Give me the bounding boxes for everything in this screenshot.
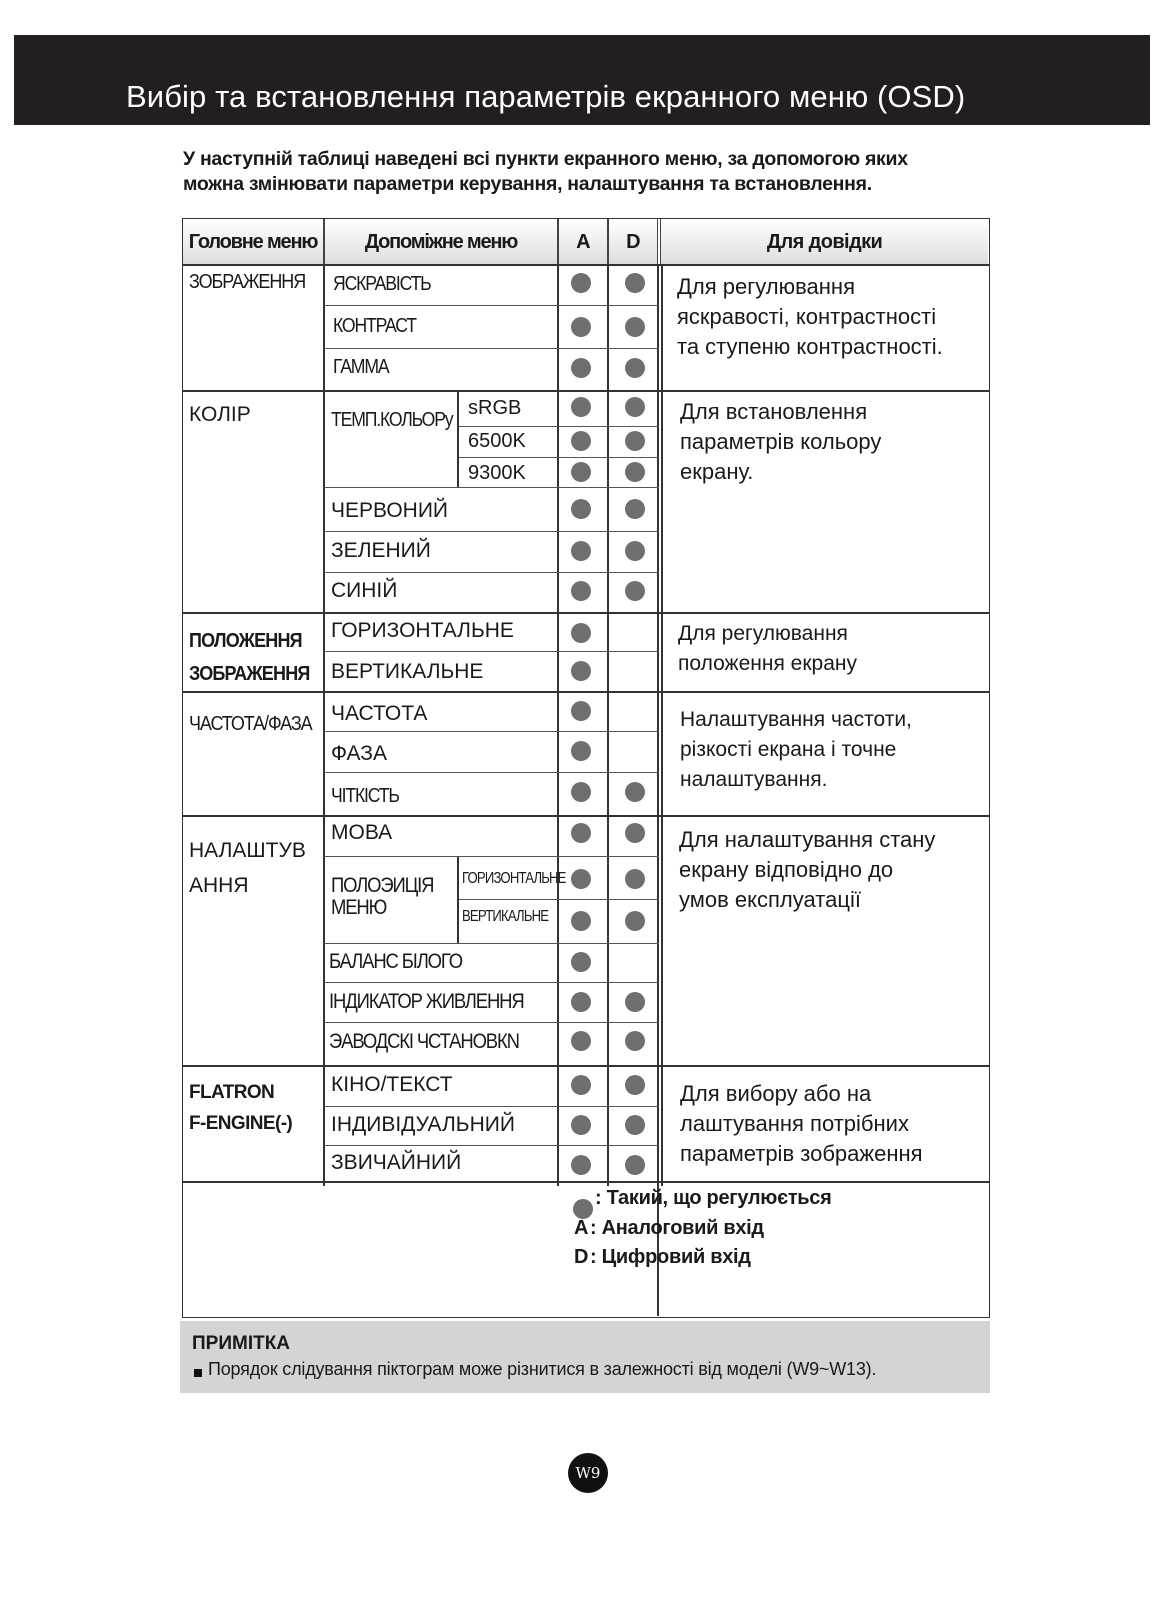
row-rule — [458, 426, 659, 427]
page-number: W9 — [575, 1464, 601, 1482]
legend-dot-text: : Такий, що регулюється — [595, 1187, 832, 1209]
column-rule — [657, 266, 659, 1316]
reference-line: умов експлуатації — [679, 887, 861, 912]
column-rule — [557, 266, 559, 1186]
reference-line: екрану відповідно до — [679, 857, 894, 882]
reference-line: Для регулювання — [678, 622, 848, 645]
header-reference: Для довідки — [661, 219, 988, 266]
sub-menu-group-line: ПОЛОЭИЦІЯ — [331, 874, 434, 897]
legend-d-text: : Цифровий вхід — [590, 1246, 751, 1268]
osd-menu-table — [182, 218, 990, 1318]
reference-line: яскравості, контрастності — [677, 304, 937, 329]
reference-line: Для вибору або на — [680, 1081, 872, 1106]
adjustable-dot-icon — [571, 462, 591, 482]
adjustable-dot-icon — [625, 397, 645, 417]
adjustable-dot-icon — [571, 358, 591, 378]
row-rule — [324, 1022, 659, 1023]
adjustable-dot-icon — [625, 541, 645, 561]
main-menu-line: F-ENGINE(-) — [189, 1113, 293, 1134]
row-rule — [458, 899, 659, 900]
adjustable-dot-icon — [571, 317, 591, 337]
legend-dot-icon — [573, 1199, 593, 1219]
sub-menu-item: МОВА — [331, 821, 393, 844]
adjustable-dot-icon — [625, 1075, 645, 1095]
section-rule — [183, 390, 989, 392]
adjustable-dot-icon — [625, 911, 645, 931]
adjustable-dot-icon — [571, 397, 591, 417]
section-rule — [183, 691, 989, 693]
adjustable-dot-icon — [571, 952, 591, 972]
sub-menu-item: ГОРИЗОНТАЛЬНЕ — [331, 619, 514, 642]
reference-text — [680, 397, 881, 487]
main-menu-line: ПОЛОЖЕННЯ — [189, 630, 302, 652]
intro-line-2: можна змінювати параметри керування, налаштування та встановлення. — [183, 173, 872, 195]
row-rule — [324, 487, 659, 488]
column-rule — [607, 266, 609, 1186]
sub-menu-item: ВЕРТИКАЛЬНЕ — [462, 908, 549, 925]
section-rule — [183, 1065, 989, 1067]
sub-menu-item: ЧЕРВОНИЙ — [331, 499, 449, 522]
reference-text — [677, 272, 943, 362]
adjustable-dot-icon — [571, 869, 591, 889]
adjustable-dot-icon — [571, 701, 591, 721]
main-menu-line: АННЯ — [189, 874, 249, 897]
adjustable-dot-icon — [625, 992, 645, 1012]
sub-menu-item: ЗВИЧАЙНИЙ — [331, 1151, 462, 1174]
adjustable-dot-icon — [625, 273, 645, 293]
adjustable-dot-icon — [625, 317, 645, 337]
sub-menu-item: ВЕРТИКАЛЬНЕ — [331, 660, 484, 683]
sub-menu-group-label — [331, 875, 433, 919]
adjustable-dot-icon — [571, 499, 591, 519]
adjustable-dot-icon — [625, 1031, 645, 1051]
row-rule — [458, 457, 659, 458]
legend-d-key: D — [574, 1246, 589, 1268]
intro-paragraph — [183, 147, 1003, 197]
adjustable-dot-icon — [571, 661, 591, 681]
adjustable-dot-icon — [625, 462, 645, 482]
reference-line: Для встановлення — [680, 399, 868, 424]
header-analog: A — [559, 219, 607, 266]
page-number-badge — [568, 1453, 608, 1493]
adjustable-dot-icon — [571, 273, 591, 293]
adjustable-dot-icon — [625, 869, 645, 889]
adjustable-dot-icon — [571, 992, 591, 1012]
reference-text — [680, 1079, 923, 1169]
reference-line: Налаштування частоти, — [680, 708, 912, 731]
column-rule — [661, 266, 663, 1186]
header-bottom-rule — [183, 264, 989, 266]
main-menu-line: FLATRON — [189, 1082, 275, 1103]
sub-menu-item: ЭАВОДСКІ ЧСТАНОВКN — [329, 1030, 519, 1053]
adjustable-dot-icon — [625, 499, 645, 519]
row-rule — [324, 531, 659, 532]
adjustable-dot-icon — [625, 431, 645, 451]
row-rule — [324, 943, 659, 944]
sub-menu-item: БАЛАНС БІЛОГО — [329, 950, 462, 973]
main-menu-line: НАЛАШТУВ — [189, 839, 306, 862]
adjustable-dot-icon — [625, 1155, 645, 1175]
row-rule — [324, 651, 659, 652]
column-rule — [457, 390, 459, 487]
adjustable-dot-icon — [571, 541, 591, 561]
section-rule — [183, 815, 989, 817]
intro-line-1: У наступній таблиці наведені всі пункти екранного меню, за допомогою яких — [183, 148, 908, 170]
sub-menu-group-label: ТЕМП.КОЛЬОРу — [331, 409, 453, 431]
section-rule — [183, 612, 989, 614]
sub-menu-item: КІНО/ТЕКСТ — [331, 1073, 453, 1096]
legend-a-key: A — [574, 1217, 589, 1239]
row-rule — [324, 772, 659, 773]
row-rule — [324, 305, 659, 306]
adjustable-dot-icon — [571, 823, 591, 843]
adjustable-dot-icon — [625, 358, 645, 378]
sub-menu-item: СИНІЙ — [331, 579, 398, 602]
main-menu-label: ЗОБРАЖЕННЯ — [189, 271, 306, 293]
sub-menu-item: 6500K — [468, 430, 526, 452]
note-box — [180, 1321, 990, 1393]
reference-line: параметрів зображення — [680, 1141, 923, 1166]
reference-line: параметрів кольору — [680, 429, 882, 454]
row-rule — [324, 1106, 659, 1107]
reference-line: та ступеню контрастності. — [677, 334, 943, 359]
adjustable-dot-icon — [571, 1031, 591, 1051]
reference-line: Для налаштування стану — [679, 827, 936, 852]
bullet-icon — [194, 1369, 202, 1377]
main-menu-label — [189, 625, 310, 691]
header-main-menu: Головне меню — [183, 219, 323, 266]
row-rule — [324, 1145, 659, 1146]
adjustable-dot-icon — [571, 623, 591, 643]
adjustable-dot-icon — [571, 431, 591, 451]
adjustable-dot-icon — [571, 581, 591, 601]
column-rule — [323, 266, 325, 1186]
adjustable-dot-icon — [571, 1115, 591, 1135]
reference-text — [679, 825, 935, 915]
adjustable-dot-icon — [571, 741, 591, 761]
adjustable-dot-icon — [571, 1155, 591, 1175]
main-menu-label: ЧАСТОТА/ФАЗА — [189, 713, 312, 735]
adjustable-dot-icon — [571, 782, 591, 802]
sub-menu-item: ЧАСТОТА — [331, 702, 428, 725]
note-text: Порядок слідування піктограм може різнитися в залежності від моделі (W9~W13). — [208, 1359, 877, 1379]
reference-line: екрану. — [680, 459, 754, 484]
page-header-bar — [14, 35, 1150, 125]
sub-menu-item: ЯСКРАВІСТЬ — [333, 273, 431, 295]
sub-menu-item: ЧІТКІСТЬ — [331, 785, 399, 807]
reference-line: різкості екрана і точне — [680, 738, 897, 761]
row-rule — [324, 572, 659, 573]
row-rule — [324, 731, 659, 732]
adjustable-dot-icon — [625, 782, 645, 802]
reference-line: положення екрану — [678, 652, 857, 675]
reference-line: лаштування потрібних — [680, 1111, 909, 1136]
sub-menu-item: ГАММА — [333, 356, 389, 378]
reference-line: Для регулювання — [677, 274, 855, 299]
sub-menu-item: КОНТРАСТ — [333, 315, 416, 337]
adjustable-dot-icon — [625, 1115, 645, 1135]
row-rule — [324, 856, 659, 857]
main-menu-label: КОЛІР — [189, 403, 251, 426]
main-menu-label — [189, 833, 306, 903]
adjustable-dot-icon — [571, 911, 591, 931]
page-title: Вибір та встановлення параметрів екранного меню (OSD) — [126, 79, 966, 114]
sub-menu-item: ЗЕЛЕНИЙ — [331, 539, 431, 562]
sub-menu-item: sRGB — [468, 397, 522, 419]
sub-menu-item: ІНДИКАТОР ЖИВЛЕННЯ — [329, 990, 524, 1013]
main-menu-line: ЗОБРАЖЕННЯ — [189, 663, 310, 685]
row-rule — [324, 982, 659, 983]
sub-menu-item: ІНДИВІДУАЛЬНИЙ — [331, 1113, 515, 1136]
note-title: ПРИМІТКА — [192, 1333, 291, 1354]
sub-menu-item: 9300K — [468, 462, 526, 484]
reference-text — [678, 619, 857, 679]
main-menu-label — [189, 1077, 292, 1139]
header-sub-menu: Допоміжне меню — [325, 219, 557, 266]
reference-text — [680, 705, 912, 795]
reference-line: налаштування. — [680, 768, 828, 791]
legend-a-text: : Аналоговий вхід — [590, 1217, 764, 1239]
sub-menu-item: ГОРИЗОНТАЛЬНЕ — [462, 870, 566, 887]
row-rule — [324, 348, 659, 349]
sub-menu-group-line: МЕНЮ — [331, 896, 387, 919]
adjustable-dot-icon — [571, 1075, 591, 1095]
adjustable-dot-icon — [625, 823, 645, 843]
adjustable-dot-icon — [625, 581, 645, 601]
sub-menu-item: ФАЗА — [331, 742, 387, 765]
header-digital: D — [609, 219, 657, 266]
section-rule — [183, 1181, 989, 1183]
